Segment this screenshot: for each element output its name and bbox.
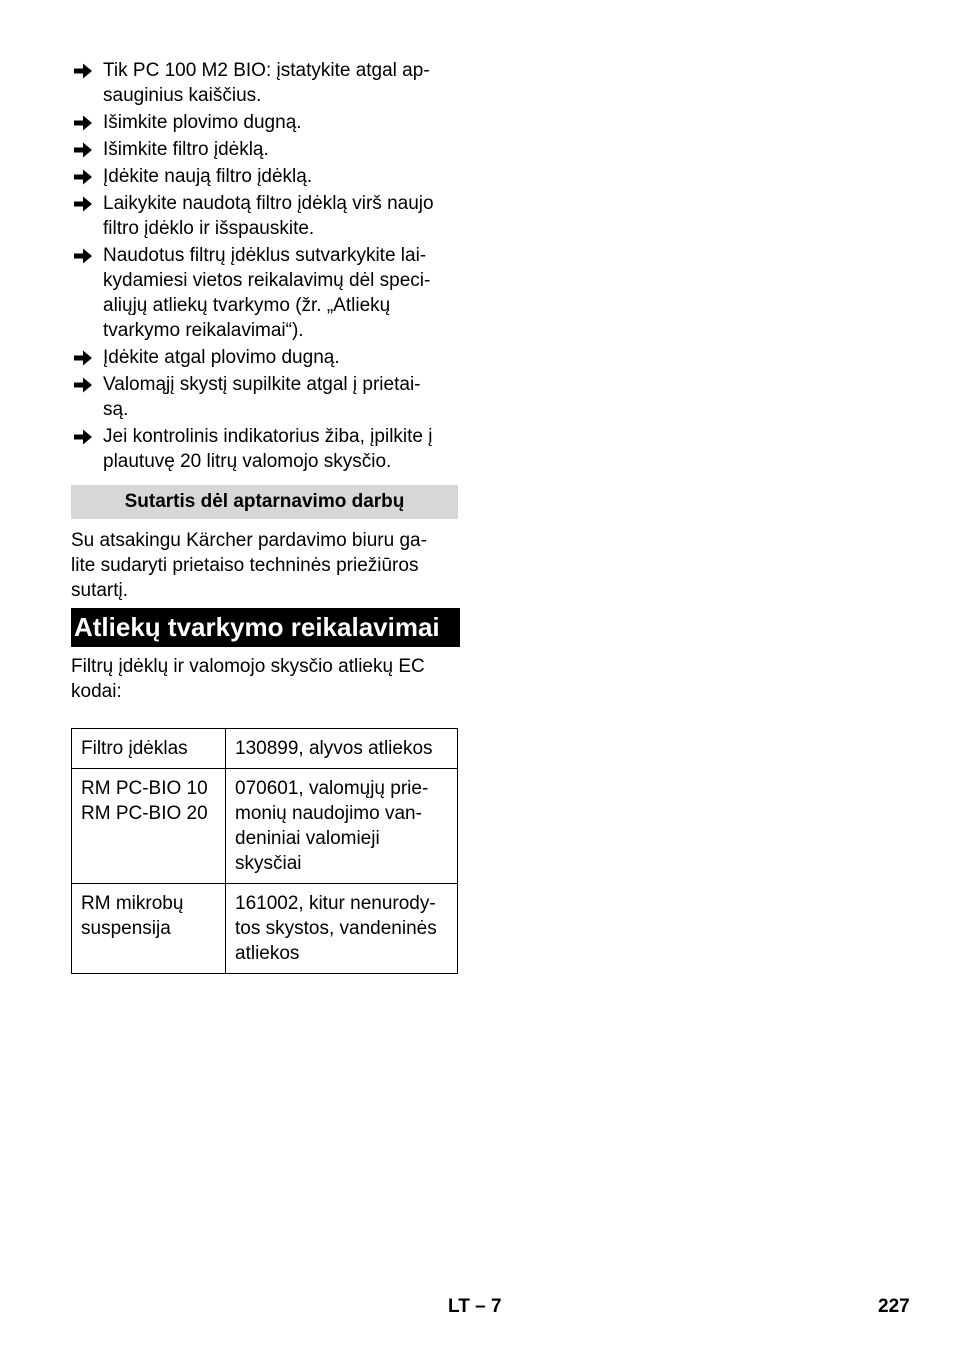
waste-codes-table — [71, 728, 458, 974]
step-text: Išimkite plovimo dugną. — [103, 112, 302, 133]
arrow-right-icon — [73, 195, 93, 213]
service-contract-heading: Sutartis dėl aptarnavimo darbų — [71, 485, 458, 519]
steps-column — [71, 58, 459, 476]
instruction-step — [71, 243, 459, 343]
step-text: Įdėkite naują filtro įdėklą. — [103, 166, 313, 187]
step-text: Tik PC 100 M2 BIO: įstatykite atgal ap- sauginius kaiščius. — [103, 60, 430, 106]
step-text: Įdėkite atgal plovimo dugną. — [103, 347, 340, 368]
footer-language — [448, 1296, 502, 1318]
instruction-step — [71, 164, 459, 189]
step-text: Laikykite naudotą filtro įdėklą virš naujo filtro įdėklo ir išspauskite. — [103, 193, 434, 239]
table-row — [72, 884, 458, 974]
arrow-right-icon — [73, 168, 93, 186]
arrow-right-icon — [73, 376, 93, 394]
arrow-right-icon — [73, 141, 93, 159]
code-cell: 130899, alyvos atliekos — [226, 729, 458, 769]
instruction-step — [71, 191, 459, 241]
arrow-right-icon — [73, 247, 93, 265]
step-text: Išimkite filtro įdėklą. — [103, 139, 269, 160]
arrow-right-icon — [73, 428, 93, 446]
instruction-step — [71, 345, 459, 370]
arrow-right-icon — [73, 114, 93, 132]
item-cell: RM PC-BIO 10 RM PC-BIO 20 — [72, 769, 226, 884]
arrow-right-icon — [73, 349, 93, 367]
instruction-step — [71, 424, 459, 474]
language-code: LT — [448, 1296, 470, 1317]
code-cell: 161002, kitur nenurody- tos skystos, vandeninės atliekos — [226, 884, 458, 974]
section-page: – 7 — [475, 1296, 502, 1317]
service-contract-text: Su atsakingu Kärcher pardavimo biuru ga- lite sudaryti prietaiso techninės priežiūros sutartį. — [71, 530, 427, 601]
item-cell: Filtro įdėklas — [72, 729, 226, 769]
table-row — [72, 729, 458, 769]
step-text: Jei kontrolinis indikatorius žiba, įpilkite į plautuvę 20 litrų valomojo skysčio. — [103, 426, 433, 472]
disposal-intro-text: Filtrų įdėklų ir valomojo skysčio atliekų EC kodai: — [71, 656, 425, 702]
item-cell: RM mikrobų suspensija — [72, 884, 226, 974]
disposal-chapter-heading: Atliekų tvarkymo reikalavimai — [71, 608, 460, 647]
instruction-step — [71, 58, 459, 108]
table-row — [72, 769, 458, 884]
code-cell: 070601, valomųjų prie- monių naudojimo van- deniniai valomieji skysčiai — [226, 769, 458, 884]
instruction-step — [71, 137, 459, 162]
step-text: Valomąjį skystį supilkite atgal į prietai- są. — [103, 374, 421, 420]
instruction-step — [71, 372, 459, 422]
step-text: Naudotus filtrų įdėklus sutvarkykite lai- kydamiesi vietos reikalavimų dėl speci- aliųjų atliekų tvarkymo (žr. „Atliekų tvarkymo reikalavimai“). — [103, 245, 431, 341]
instruction-list — [71, 58, 459, 474]
page-number: 227 — [878, 1296, 910, 1317]
instruction-step — [71, 110, 459, 135]
arrow-right-icon — [73, 62, 93, 80]
